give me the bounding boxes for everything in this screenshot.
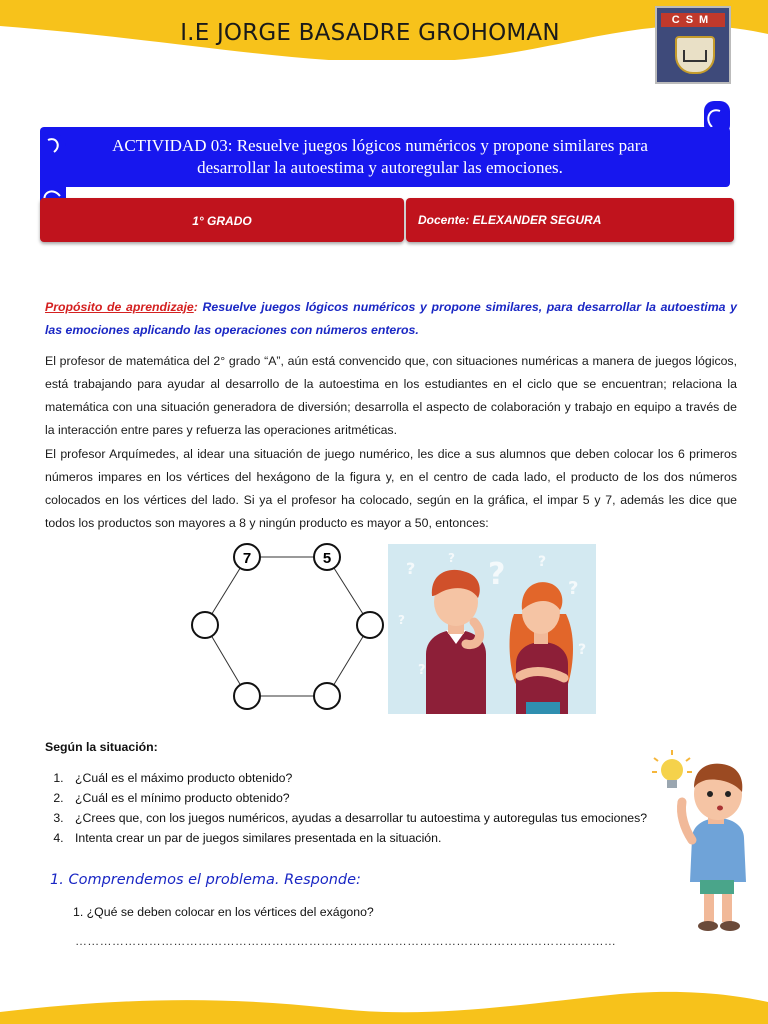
activity-title-line-1: ACTIVIDAD 03: Resuelve juegos lógicos numéricos y propone similares para: [112, 136, 648, 155]
teacher-label: Docente: ELEXANDER SEGURA: [406, 198, 734, 242]
activity-title: [70, 135, 690, 179]
vertex-bottom-right: [314, 683, 340, 709]
thinking-students-illustration: [388, 544, 596, 714]
boy-lightbulb-illustration: [648, 748, 756, 934]
svg-text:?: ?: [448, 551, 455, 565]
purpose-colon: :: [193, 300, 198, 314]
school-name: I.E JORGE BASADRE GROHOMAN: [180, 20, 560, 46]
svg-text:?: ?: [406, 559, 416, 578]
question-mark-icon: ?: [488, 557, 506, 592]
svg-text:?: ?: [538, 554, 547, 570]
lightbulb-icon: [652, 750, 692, 788]
list-item: 2. ¿Cuál es el mínimo producto obtenido?: [67, 788, 665, 808]
intro-paragraph: El profesor de matemática del 2° grado “A”, aún está convencido que, con situaciones numéricas a manera de juegos lógicos, está trabajando para ayudar al desarrollo de la autoestima en los estudiantes en el ciclo que se encuentran; relaciona la matemática con una situación generadora de diversión; desarrolla el aspecto de colaboración y trabajo en equipo a través de la interacción entre pares y refuerza las operaciones aritméticas.: [45, 354, 737, 437]
svg-text:?: ?: [578, 642, 587, 658]
problem-paragraph: El profesor Arquímedes, al idear una situación de juego numérico, les dice a sus alumnos que deben colocar los 6 primeros números impares en los vértices del hexágono de la figura y, en el centro de cada lado, el producto de los dos números colocados en los vértices del lado. Si ya el profesor ha colocado, según en la gráfica, el impar 5 y 7, además les dice que todos los productos son mayores a 8 y ningún producto es mayor a 50, entonces:: [45, 447, 737, 530]
svg-text:?: ?: [568, 578, 579, 599]
activity-title-line-2: desarrollar la autoestima y autoregular las emociones.: [197, 158, 563, 177]
comprehension-heading: 1. Comprendemos el problema. Responde:: [50, 872, 361, 888]
svg-text:?: ?: [418, 663, 426, 678]
grade-label: 1° GRADO: [40, 198, 404, 242]
vertex-bottom-left: [234, 683, 260, 709]
svg-text:?: ?: [398, 613, 405, 627]
vertex-right: [357, 612, 383, 638]
vertex-left: [192, 612, 218, 638]
vertex-value-5: 5: [322, 550, 332, 567]
situation-label: Según la situación:: [45, 740, 158, 754]
boy-icon: [426, 570, 486, 714]
comprehension-question: 1. ¿Qué se deben colocar en los vértices del exágono?: [73, 905, 374, 919]
logo-book-icon: [683, 50, 707, 62]
answer-line[interactable]: ……………………………………………………………………………………………………………………: [75, 934, 617, 948]
learning-purpose: [45, 296, 737, 342]
list-item: 1. ¿Cuál es el máximo producto obtenido?: [67, 768, 665, 788]
bottom-wave-decoration: [0, 990, 768, 1024]
vertex-value-7: 7: [242, 550, 252, 567]
purpose-text: Resuelve juegos lógicos numéricos y propone similares, para desarrollar la autoestima y las emociones aplicando las operaciones con números enteros.: [45, 300, 737, 337]
school-logo: [655, 6, 731, 84]
hexagon-figure: [188, 540, 388, 720]
list-item: 4. Intenta crear un par de juegos similares presentada en la situación.: [67, 828, 665, 848]
logo-letters: CSM: [661, 13, 725, 27]
list-item: 3. ¿Crees que, con los juegos numéricos, ayudas a desarrollar tu autoestima y autoregulas tus emociones?: [67, 808, 665, 828]
question-list: [45, 768, 665, 848]
purpose-label: Propósito de aprendizaje: [45, 300, 194, 314]
